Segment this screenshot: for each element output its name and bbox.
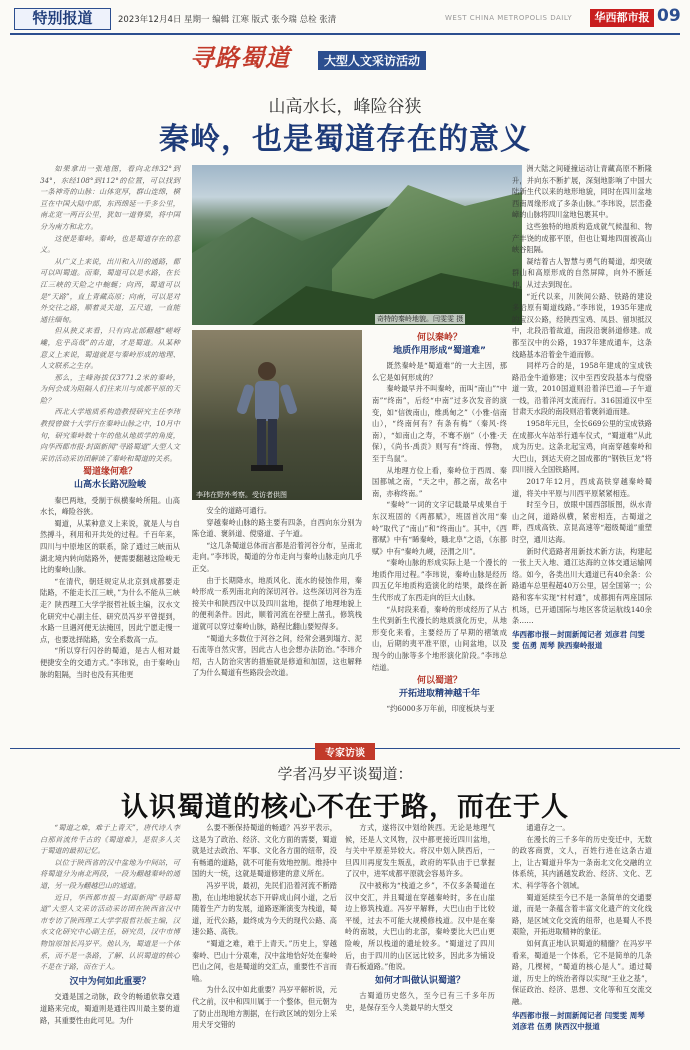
paragraph: “从时段来看，秦岭的形成经历了从古生代到新生代漫长的地质演化历史，从地形变化来看，主要经历了早期的褶皱成山，后期的夷平准平原，山间盆地，以及现今的山脉等多个地形演化阶段。”李玮总结道。 (372, 604, 507, 672)
paragraph: 安全的道路可通行。 (206, 506, 272, 515)
paragraph: 时至今日，放眼中国西部版图，纵水青山之间，道路纵横，紧密相连，古蜀道之畔，西成高铁、京昆高速等“超级蜀道”重塑时空，通川达海。 (512, 500, 652, 544)
banner-title: 寻路蜀道 (190, 43, 290, 72)
section-tab: 特别报道 (14, 8, 111, 30)
article1-section3-title: 开拓进取精神越千年 (398, 688, 480, 699)
paragraph: 蜀道，从某种意义上来说，就是人与自然搏斗，利用和开共处的过程。千百年来，四川与中原地区的联系，除了通过三峡而从湖北境内转向陆路外，便需要翻越这险峻无比的秦岭山脉。 (40, 518, 180, 575)
paragraph: 从地理方位上看，秦岭位于西周、秦国都城之南，“天之中，都之南，故名中南，亦称终南。” (372, 465, 507, 498)
article1-section2-text (372, 360, 507, 673)
paragraph: “这几条蜀道总体而言都是沿着河谷分布，呈南北走向。”李玮说，蜀道的分布走向与秦岭山脉走向几乎正交。 (192, 540, 362, 573)
paragraph: 但从狭义来看，只有向北部翻越“嵯岈巉，危乎高哉”的古道，才是蜀道。从某种意义上来说，蜀道就是与秦岭形成的地理、人文联系之生存。 (40, 326, 180, 371)
campaign-banner (190, 38, 510, 76)
article1-headline: 秦岭，也是蜀道存在的意义 (159, 122, 531, 157)
article1-column-1 (40, 163, 180, 680)
article1-section3-text (372, 703, 507, 715)
article2-column-2 (192, 822, 337, 1031)
paragraph: 从广义上来说，出川和入川的通路，都可以叫蜀道。而秦，蜀道可以是水路，在长江三峡的天险之中蜿蜒；向西，蜀道可以是“天路”，直上青藏高原；向南，可以是对外交往之路，顺着灵关道，五尺道，一直能通往缅甸。 (40, 256, 180, 324)
article1-section1-badge: 蜀道缘何难？ (82, 467, 137, 478)
header-rule (10, 33, 680, 35)
article2-intro (40, 822, 180, 973)
article1-byline: 华西都市报－封面新闻记者 刘彦君 闫雯雯 伍勇 周琴 陕西秦岭报道 (512, 629, 645, 650)
paragraph: 那么，主峰海拔仅3771.2米的秦岭，为何会成为阻隔人们往来川与成都平原的天险？ (40, 372, 180, 405)
article2-kicker: 学者冯岁平谈蜀道： (277, 765, 413, 783)
paragraph: 西北大学地质系构造教授研究主任李玮教授曾做十大学行在秦岭山脉之中，10月中旬，研究秦岭数十年的他从地质学的角度，向华西都市报·封面新闻“寻路蜀道”大型人文采访活动采访团解读了秦岭和蜀道的关系。 (40, 407, 180, 463)
paragraph: 既然秦岭是“蜀道难”的一大主因，那么它是如何形成的？ (372, 361, 507, 382)
article2-byline: 华西都市报－封面新闻记者 闫雯雯 周琴 刘彦君 伍勇 陕西汉中报道 (512, 1010, 645, 1031)
paragraph: 这些独特的地质构造成就气候温和、物产丰饶的成都平原，但也让蜀地四面被高山峡谷阻隔。 (512, 221, 652, 255)
paragraph: 秦岭最早并不叫秦岭，而叫“南山”“中南”“终南”，后经“中南”过多次发音的演变，如“信彼南山，维禹甸之”（小雅·信南山），“终南何有？有条有梅”（秦风·终南），“如南山之寿，不骞不崩”（小雅·天保），《尚书·禹贡》则写有“终南、惇物，至于鸟鼠”。 (372, 384, 507, 463)
article2-section1-text (40, 991, 180, 1026)
paragraph: 方式，遂将汉中划给陕西。无论是地理气候，还是人文风物，汉中都更接近四川盆地，与关中平原差异较大。将汉中划入陕西后，一旦四川再度发生叛乱，政府的军队由于已掌握了汉中，进军成都平原就会容易许多。 (345, 823, 495, 879)
paragraph: 为什么汉中如此重要？冯岁平解析说，元代之前，汉中和四川属于一个整体，但元朝为了防止出现地方割据，在行政区域的划分上采用犬牙交错的 (192, 985, 337, 1030)
paragraph: “蜀道大多数位于河谷之间，经常会遇到塌方、泥石流等自然灾害，因此古人也会想办法防治。”李玮介绍，古人防治灾害的措施就是修道和加固，这也解释了为什么蜀道有些路段会改道。 (192, 633, 362, 678)
paragraph: 蜀道延续至今已不是一条简单的交通要道，而是一条蕴含着丰富文化遗产的文化线路，是区域文化交流的纽带，也是蜀人不畏艰险，开拓进取精神的象征。 (512, 892, 652, 937)
paragraph: “蜀道之难，难于上青天”，唐代诗人李白那首流传千古的《蜀道难》，是很多人关于蜀道的最初记忆。 (40, 823, 180, 856)
paragraph: 同样巧合的是，1958年建成的宝成铁路沿金牛道修建；汉中至西安段基本与傥骆道一致，2010国道则沿着洋巴道—子午道一线，沿着洋河支流而行。316国道汉中至甘肃天水段的南段则沿着褒斜道而建。 (512, 361, 652, 417)
paragraph: 以位于陕西省的汉中盆地为中间站，可将蜀道分为南北两段，一段为翻越秦岭的通道，另一段为翻越巴山的通道。 (40, 857, 180, 890)
paragraph: 么要不断保持蜀道的畅通？冯岁平表示，这是为了政治、经济、文化方面的需要，蜀道就是过去政治、军事、文化各方面的纽带，没有畅通的道路，就不可能有效地控制。维持中国的大一统，这就是蜀道修建的意义所在。 (192, 823, 337, 879)
article1-section1-text (40, 495, 180, 681)
paragraph: 如果拿出一张地图，看向北纬32°到34°，东经108°到112°的位置，可以找到一条神奇的山脉：山体宽厚，群山连绵，横亘在中国大陆中部，东西绵延一千多公里，南北宽一两百公里，犹如一道脊梁，将中国分为南方和北方。 (40, 164, 180, 231)
article2-section2-badge: 如何才叫做认识蜀道？ (374, 975, 465, 986)
paragraph: 洲大陆之间碰撞运动让青藏高原不断隆升，并向东不断扩展，深刻地影响了中国大陆新生代以来的地形地貌，同时在四川盆地西南周缘形成了多条山脉。”李玮说，层峦叠嶂的山脉将四川盆地包裹其中。 (512, 164, 652, 220)
article1-kicker: 山高水长，峰险谷狭 (268, 97, 422, 117)
article1-column-3 (372, 330, 507, 715)
paragraph: 1958年元旦，全长669公里的宝成铁路在成都火车站举行通车仪式，“蜀道难”从此成为历史。这条北起宝鸡，向南穿越秦岭和大巴山，到达天府之国成都的“钢铁巨龙”将四川接入全国铁路网。 (512, 419, 652, 475)
interview-tag: 专家访谈 (315, 743, 375, 760)
paragraph: “在清代，朝廷规定从北京到成都要走陆路，不能走长江三峡，”为什么不能从三峡走？陕西理工大学学报哲社版主编，汉水文化研究中心副主任、研究员冯岁平曾提到，水路一旦遇河便无法掩回，因此宁愿走慢一点，也要选择陆路，安全系数高一点。 (40, 576, 180, 644)
paragraph: “约6000多万年前，印度板块与亚 (386, 704, 495, 714)
paragraph: 这便是秦岭。秦岭，也是蜀道存在的意义。 (40, 233, 180, 255)
paragraph: 汉中被称为“栈道之乡”，不仅多条蜀道在汉中交汇，并且蜀道在穿越秦岭时，多在山崖边上修筑栈道。冯岁平解释，大巴山由于比较平缓，过去不可能大规模修栈道。汉中是在秦岭的南坡，大巴山的北部，秦岭要比大巴山更险峻，所以栈道的遗址较多。“蜀道过了四川后，由于四川的山区远比较多，因此多为铺设青石板道路。”他说。 (345, 880, 495, 972)
paragraph: 冯岁平说，最初，先民们沿着河流不断踏勘，在山地地貌状态下开辟成山间小道，之后随着生产力的发展，道路逐渐演变为栈道，蜀道，近代公路，最终成为今天的现代公路、高速公路、高铁。 (192, 880, 337, 937)
article2-column-4-text (512, 822, 652, 1008)
article1-column-2 (192, 505, 362, 679)
paragraph: 通遗存之一。 (526, 823, 570, 832)
article1-section2-title: 地质作用形成“蜀道难” (393, 345, 486, 356)
researcher-figure (237, 355, 297, 480)
article1-column-4-text (512, 163, 652, 627)
article2-column-3-text (345, 822, 495, 973)
article2-headline: 认识蜀道的核心不在于路，而在于人 (121, 792, 569, 823)
paragraph: “近代以来，川陕间公路、铁路的建设多沿原有蜀道线路。”李玮说，1935年建成的宝汉公路，经陕西宝鸡、凤县、留坝抵汉中，北段沿着故道，南段沿褒斜道修建。成都至汉中的公路，1937年建成通车，这条线路基本沿着金牛道而修。 (512, 291, 652, 359)
article1-intro (40, 163, 180, 464)
page-number: 09 (657, 6, 681, 26)
paragraph: “秦岭”一词的文字记载最早成果自于东汉班固的《两都赋》，班固首次用“秦岭”取代了“南山”和“终南山”。其中，《西都赋》中有“睎秦岭，睋北阜”之语，《东都赋》中有“秦岭九嵕，泾渭之川”。 (372, 500, 507, 556)
article1-section2-badge: 何以秦岭？ (416, 333, 462, 343)
paragraph: 凝结着古人智慧与勇气的蜀道，却突破群山和高原形成的自然屏障，向外不断延伸，从过去到现在。 (512, 256, 652, 289)
paragraph: 2017年12月，西成高铁穿越秦岭蜀道，将关中平原与川西平原紧紧相连。 (512, 477, 652, 498)
article2-column-3 (345, 822, 495, 1014)
photo1-caption: 奇特的秦岭地貌。闫雯雯 摄 (377, 315, 464, 323)
paragraph: “秦岭山脉的形成实际上是一个漫长的地质作用过程。”李玮说，秦岭山脉是经历四五亿年地质构造演化的结果，最终在新生代形成了东西走向的巨大山脉。 (372, 558, 507, 603)
paragraph: 穿越秦岭山脉的路主要有四条，自西向东分别为陈仓道、褒斜道、傥骆道、子午道。 (192, 517, 362, 539)
article2-column-4 (512, 822, 652, 1032)
paragraph: 古蜀道历史悠久，至今已有三千多年历史，是保存至今人类最早的大型交 (345, 991, 495, 1012)
article2-section1-badge: 汉中为何如此重要？ (69, 976, 151, 987)
paragraph: 在漫长的三千多年的历史变迁中，无数的政客商贾，文人，百姓行进在这条古道上，让古蜀道升华为一条南北文化交融的立体系统，其内涵越发政治、经济、文化、艺术、科学等各个领域。 (512, 834, 652, 890)
article2-section2-text (345, 990, 495, 1013)
article1-column-4 (512, 163, 652, 651)
paragraph: 秦巴两地，受制于纵横秦岭所阻。山高水长，峰险谷狭。 (40, 495, 180, 517)
article1-section3-badge: 何以蜀道？ (416, 676, 462, 687)
paper-name-english: WEST CHINA METROPOLIS DAILY (445, 14, 573, 22)
field-research-photo (192, 330, 362, 500)
paragraph: 近日，华西都市报－封面新闻“寻路蜀道”大型人文采访活动采访团在陕西省汉中市专访了陕西理工大学学报哲社版主编，汉水文化研究中心副主任，研究员，汉中市博物馆原馆长冯岁平。他认为，蜀道是一个体系，而不是一条路，了解、认识蜀道的核心不是在于路，而在于人。 (40, 892, 180, 972)
paper-logo: 华西都市报 (590, 9, 654, 27)
paragraph: 新时代造路者用新技术新方法，构建起一张上天入地、通江达海的立体交通运输网络。如今，各类出川大通道已有40余条：公路通车总里程超40万公里，居全国第一；公路和客车实现“村村通”，成都拥有两座国际机场，已开通国际与地区客货运航线140余条…… (512, 546, 652, 626)
banner-subtitle: 大型人文采访活动 (318, 51, 426, 70)
paragraph: “所以穿行闪谷的蜀道，是古人相对最便捷安全的交通方式。”李玮说，由于秦岭山脉的阻隔，当时也没有其他更 (40, 646, 180, 679)
paragraph: 由于长期降水，地质风化、流水的侵蚀作用，秦岭形成一系列南北向的深切河谷。这些深切河谷为连接关中和陕西汉中以及四川盆地，提供了地理地貌上的便利条件。因此，顺着河流在谷壁上凿孔，修筑栈道就可以穿过秦岭山脉，路程比翻山要短得多。 (192, 575, 362, 631)
paragraph: “蜀道之难，难于上青天。”历史上，穿越秦岭、巴山十分艰难，汉中盆地恰好处在秦岭巴山之间，也是蜀道的交汇点，重要性不言而喻。 (192, 938, 337, 983)
qinling-landscape-photo (192, 165, 522, 325)
article1-section1-title: 山高水长路况险峻 (73, 480, 146, 491)
paragraph: 交通是国之动脉，政令的畅通依靠交通道路来完成，蜀道则是通往四川最主要的道路，其重要性由此可见。为什 (40, 992, 180, 1025)
article2-column-1 (40, 822, 180, 1026)
issue-info: 2023年12月4日 星期一 编辑 江寒 版式 张今瑞 总检 张清 (118, 15, 337, 25)
photo2-caption: 李玮在野外考察。受访者供图 (196, 491, 287, 499)
paragraph: 如何真正地认识蜀道的精髓？在冯岁平看来，蜀道是一个体系，它不是简单的几条路，几棵树，“蜀道的核心是人”。通过蜀道，历史上的统治者得以实现“王业之基”，保证政治、经济、思想、文化等和互交流交融。 (512, 938, 652, 1006)
